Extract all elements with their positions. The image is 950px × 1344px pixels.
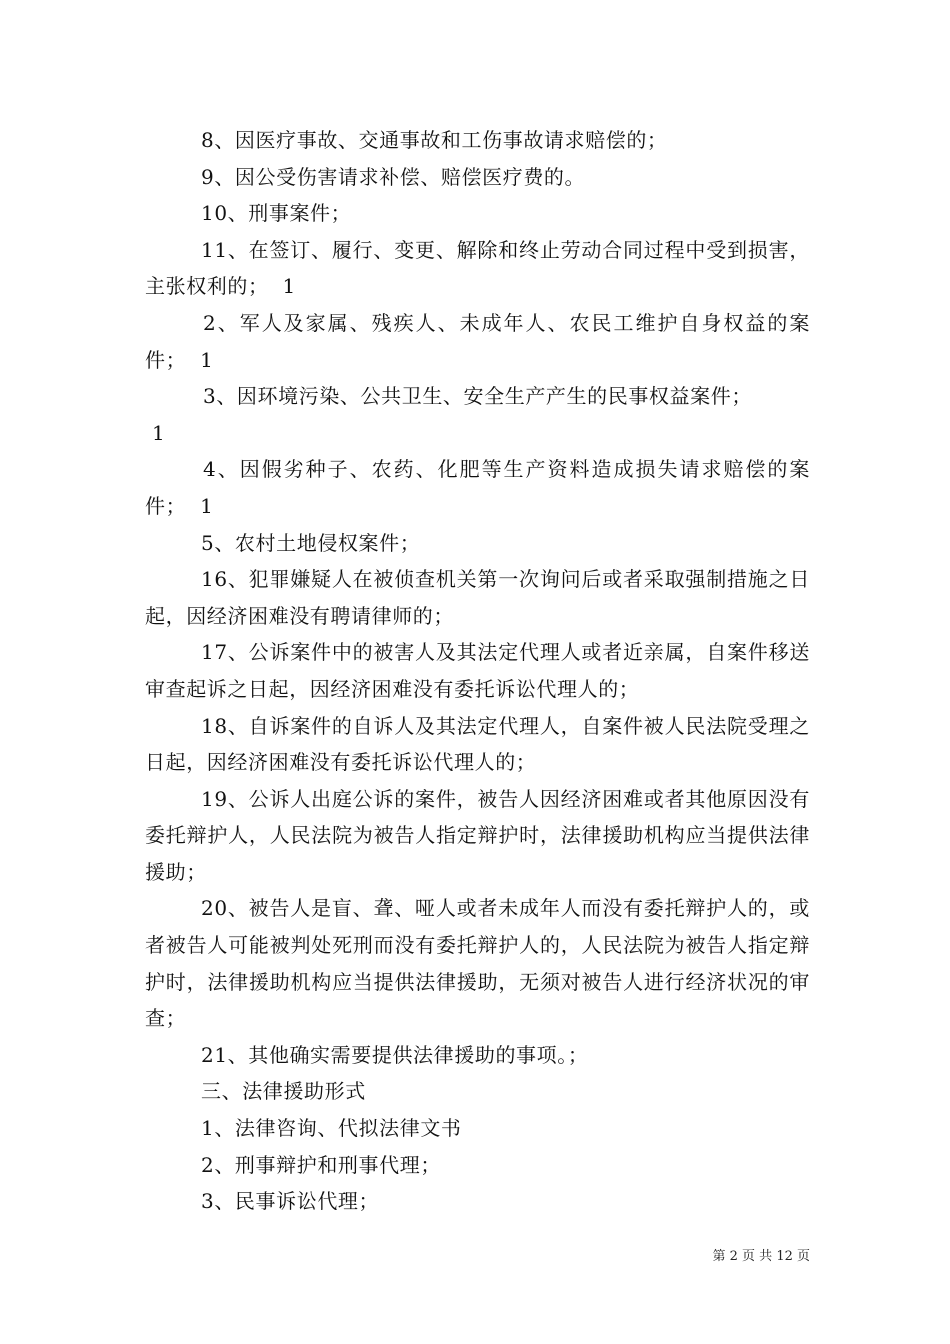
paragraph-item-18 [145,708,810,781]
paragraph-text: 4、因假劣种子、农药、化肥等生产资料造成损失请求赔偿的案件； [145,457,810,518]
form-item-3 [145,1183,810,1220]
section-heading-text: 三、法律援助形式 [201,1079,366,1104]
form-item-2 [145,1147,810,1184]
paragraph-text: 9、因公受伤害请求补偿、赔偿医疗费的。 [201,164,586,189]
paragraph-item-10 [145,195,810,232]
paragraph-text: 20、被告人是盲、聋、哑人或者未成年人而没有委托辩护人的，或者被告人可能被判处死刑而没有委托辩护人的，人民法院为被告人指定辩护时，法律援助机构应当提供法律援助，无须对被告人进行经济状况的审查； [145,896,810,1031]
paragraph-item-13 [145,378,810,451]
paragraph-text: 3、民事诉讼代理； [201,1189,380,1214]
paragraph-text: 18、自诉案件的自诉人及其法定代理人，自案件被人民法院受理之日起，因经济困难没有委托诉讼代理人的； [145,713,810,775]
paragraph-number-fragment: 1 [200,493,214,518]
paragraph-number-text: 1 [151,420,166,445]
paragraph-text: 1、法律咨询、代拟法律文书 [201,1116,462,1141]
paragraph-text: 8、因医疗事故、交通事故和工伤事故请求赔偿的； [201,128,668,152]
paragraph-item-8 [145,122,810,159]
paragraph-number-fragment: 1 [200,347,214,372]
paragraph-number-fragment: 1 [282,274,296,299]
paragraph-item-21 [145,1037,810,1074]
paragraph-item-11 [145,232,810,305]
paragraph-text: 21、其他确实需要提供法律援助的事项。； [201,1042,589,1067]
paragraph-item-12 [145,305,810,378]
paragraph-text: 2、军人及家属、残疾人、未成年人、农民工维护自身权益的案件； [145,310,810,372]
paragraph-number-fragment [145,415,810,452]
paragraph-item-19 [145,781,810,891]
paragraph-item-16 [145,561,810,634]
paragraph-text: 19、公诉人出庭公诉的案件，被告人因经济困难或者其他原因没有委托辩护人，人民法院为被告人指定辩护时，法律援助机构应当提供法律援助； [145,786,810,884]
paragraph-text: 11、在签订、履行、变更、解除和终止劳动合同过程中受到损害，主张权利的； [145,237,810,299]
paragraph-text: 5、农村土地侵权案件； [201,530,421,555]
page-footer [660,1245,810,1264]
paragraph-item-15 [145,525,810,562]
paragraph-text: 16、犯罪嫌疑人在被侦查机关第一次询问后或者采取强制措施之日起，因经济困难没有聘请律师的； [145,567,810,628]
paragraph-text: 17、公诉案件中的被害人及其法定代理人或者近亲属，自案件移送审查起诉之日起，因经济困难没有委托诉讼代理人的； [145,640,810,701]
paragraph-text: 10、刑事案件； [201,201,352,226]
paragraph-item-17 [145,634,810,707]
paragraph-item-20 [145,890,810,1036]
section-heading-assistance-forms [145,1073,810,1110]
form-item-1 [145,1110,810,1147]
paragraph-item-14 [145,451,810,524]
document-body [145,122,810,1220]
paragraph-text: 2、刑事辩护和刑事代理； [201,1152,441,1177]
page-number-label: 第 2 页 共 12 页 [712,1249,810,1264]
paragraph-text: 3、因环境污染、公共卫生、安全生产产生的民事权益案件； [203,384,752,409]
paragraph-item-9 [145,159,810,196]
